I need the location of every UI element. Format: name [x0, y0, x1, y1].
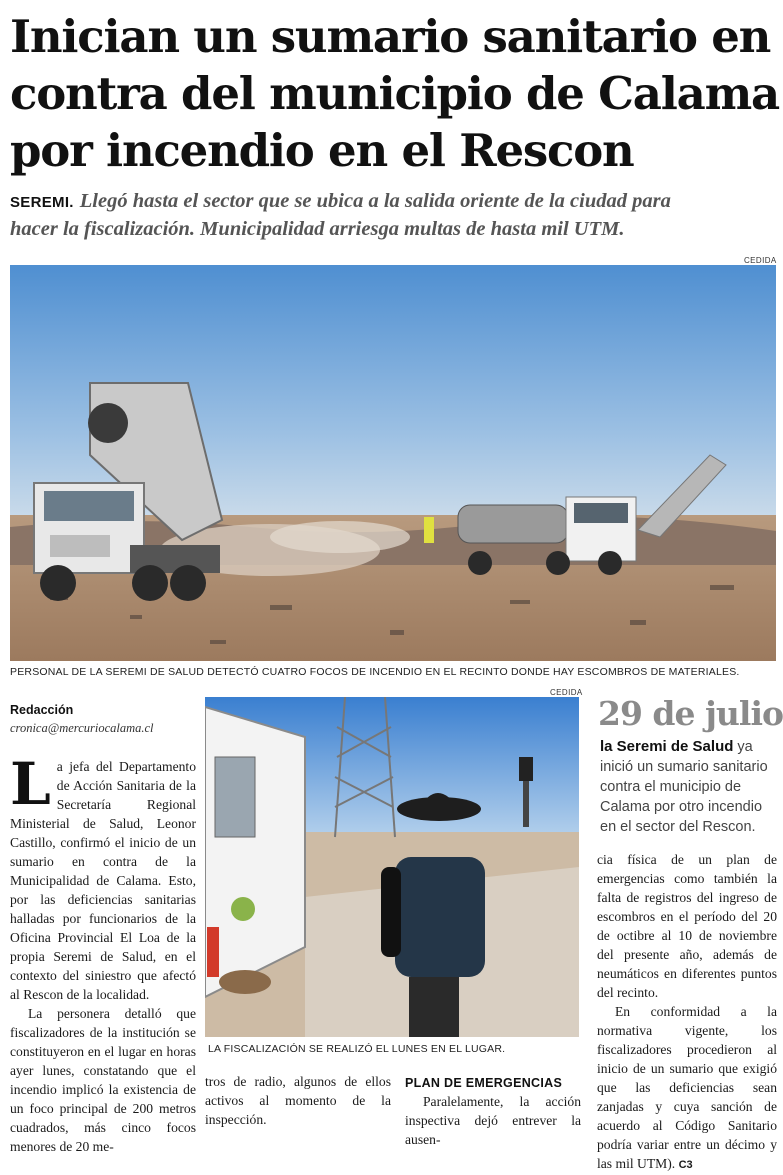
byline-email[interactable]: cronica@mercuriocalama.cl — [10, 721, 154, 735]
drop-cap: L — [10, 750, 51, 818]
headline-line-2: contra del municipio de Calama — [10, 67, 779, 120]
landfill-trucks-image — [10, 265, 776, 661]
article-column-4 — [597, 850, 777, 1175]
factbox — [600, 737, 778, 837]
article-column-1 — [10, 750, 196, 1156]
deck-kicker: SEREMI. — [10, 194, 74, 211]
paragraph-4: Paralelamente, la acción inspectiva dejó entrever la ausen- — [405, 1094, 581, 1147]
deck — [10, 188, 780, 243]
headline — [10, 8, 780, 179]
paragraph-1: a jefa del Departamento de Acción Sanitaria de la Secretaría Regional Ministerial de Salud, Leonor Castillo, confirmó el inicio de un sumario en contra de la Municipalidad de Calama. Esto, por las deficiencias sanitarias halladas por funcionarios de la Oficina Provincial El Loa de la propia Seremi de Salud, en el contexto del siniestro que afectó al Rescon de la localidad. — [10, 759, 196, 1002]
photo-caption-main: PERSONAL DE LA SEREMI DE SALUD DETECTÓ CUATRO FOCOS DE INCENDIO EN EL RECINTO DONDE HAY ESCOMBROS DE MATERIALES. — [10, 666, 740, 678]
paragraph-2: La personera detalló que fiscalizadores de la institución se constituyeron en el lugar en horas ayer lunes, constatando que el incendio implicó la existencia de un foco principal de 200 metros cuadrados, más cinco focos menores de 20 me- — [10, 1006, 196, 1154]
paragraph-5: cia física de un plan de emergencias como también la falta de registros del ingreso de escombros en el período del 20 de octibre al 10 de noviembre del presente año, además de neumáticos en diferentes puntos del recinto. — [597, 852, 777, 1000]
photo-caption-second: LA FISCALIZACIÓN SE REALIZÓ EL LUNES EN EL LUGAR. — [208, 1043, 506, 1055]
deck-line-2: hacer la fiscalización. Municipalidad arriesga multas de hasta mil UTM. — [10, 218, 625, 240]
photo-credit-second: CEDIDA — [550, 688, 583, 697]
paragraph-6 — [597, 1002, 777, 1175]
deck-line-1: Llegó hasta el sector que se ubica a la salida oriente de la ciudad para — [79, 190, 671, 212]
inspector-image — [205, 697, 579, 1037]
second-photo — [205, 697, 579, 1037]
article-column-3 — [405, 1076, 581, 1149]
headline-line-1: Inician un sumario sanitario en — [10, 10, 771, 63]
byline-name: Redacción — [10, 703, 74, 717]
paragraph-6-text: En conformidad a la normativa vigente, los fiscalizadores procedieron al inicio de un sumario que exigió que las deficiencias sean zanjadas y cuya sanción de acuerdo al Código Sanitario podría variar entre un décimo y las mil UTM). — [597, 1004, 777, 1171]
factbox-number: 29 de julio — [598, 694, 783, 733]
paragraph-3: tros de radio, algunos de ellos activos al momento de la inspección. — [205, 1074, 391, 1127]
main-photo — [10, 265, 776, 661]
end-mark: C3 — [678, 1159, 693, 1171]
article-column-2 — [205, 1072, 391, 1129]
subhead-plan: PLAN DE EMERGENCIAS — [405, 1076, 563, 1090]
factbox-text: ya inició un sumario sanitario contra el municipio de Calama por otro incendio en el sector del Rescon. — [600, 739, 768, 835]
headline-line-3: por incendio en el Rescon — [10, 124, 634, 177]
factbox-lead: la Seremi de Salud — [600, 738, 734, 755]
photo-credit-main: CEDIDA — [744, 256, 777, 265]
